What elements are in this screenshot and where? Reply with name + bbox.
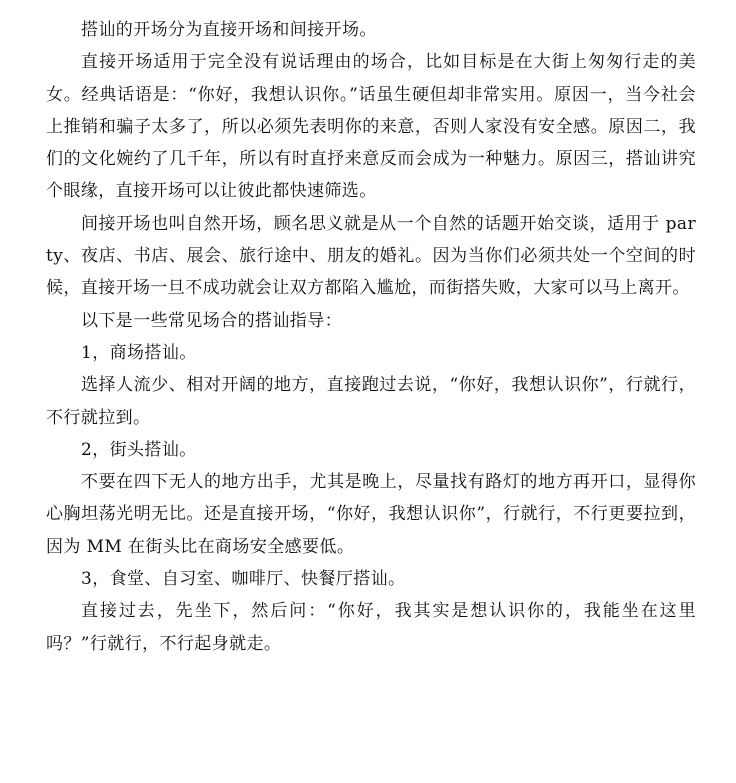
- heading-street: 2，街头搭讪。: [81, 439, 197, 460]
- paragraph-intro: 搭讪的开场分为直接开场和间接开场。: [81, 20, 377, 40]
- paragraph-cafeteria: 直接过去，先坐下，然后问：“你好，我其实是想认识你的，我能坐在这里吗？”行就行，不行起身就走。: [46, 601, 696, 654]
- paragraph-guide-intro: 以下是一些常见场合的搭讪指导：: [81, 310, 342, 331]
- paragraph-indirect-opening: 间接开场也叫自然开场，顾名思义就是从一个自然的话题开始交谈，适用于 party、夜店、书店、展会、旅行途中、朋友的婚礼。因为当你们必须共处一个空间的时候，直接开场一旦不成功就会让双方都陷入尴尬，而街搭失败，大家可以马上离开。: [46, 213, 696, 299]
- heading-cafeteria: 3，食堂、自习室、咖啡厅、快餐厅搭讪。: [81, 569, 406, 590]
- paragraph-direct-opening: 直接开场适用于完全没有说话理由的场合，比如目标是在大街上匆匆行走的美女。经典话语是：“你好，我想认识你。”话虽生硬但却非常实用。原因一，当今社会上推销和骗子太多了，所以必须先表明你的来意，否则人家没有安全感。原因二，我们的文化婉约了几千年，所以有时直抒来意反而会成为一种魅力。原因三，搭讪讲究个眼缘，直接开场可以让彼此都快速筛选。: [46, 52, 696, 202]
- heading-mall: 1，商场搭讪。: [81, 342, 197, 363]
- paragraph-street: 不要在四下无人的地方出手，尤其是晚上，尽量找有路灯的地方再开口，显得你心胸坦荡光明无比。还是直接开场，“你好，我想认识你”，行就行，不行更要拉到，因为 MM 在街头比在商场安全感要低。: [46, 472, 696, 557]
- paragraph-mall: 选择人流少、相对开阔的地方，直接跑过去说，“你好，我想认识你”，行就行，不行就拉到。: [46, 375, 696, 428]
